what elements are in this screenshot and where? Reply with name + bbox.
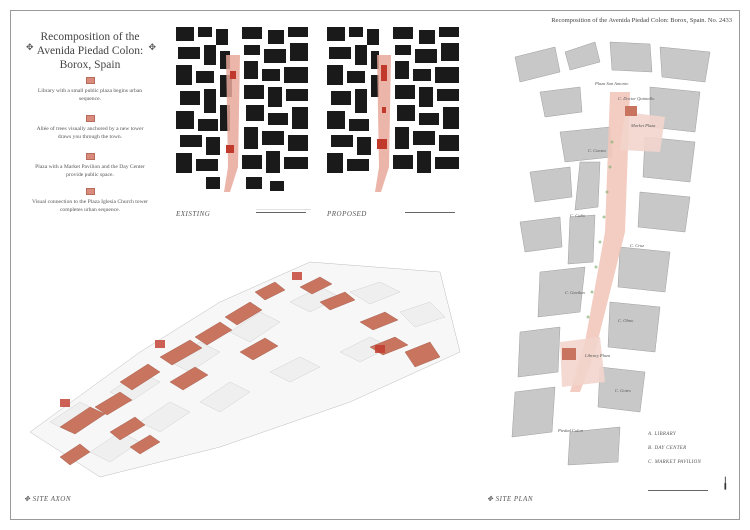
marker-icon bbox=[86, 77, 95, 84]
scale-bar bbox=[405, 212, 455, 213]
site-plan-drawing bbox=[500, 32, 730, 487]
existing-figure-ground bbox=[176, 27, 311, 210]
existing-caption: EXISTING bbox=[176, 210, 211, 218]
ornament-icon: ✥ bbox=[26, 42, 34, 52]
site-axon-drawing bbox=[20, 232, 465, 482]
title-text: Recomposition of the Avenida Piedad Colon: Borox, Spain bbox=[36, 31, 144, 71]
label-c-olmo: C. Olmo bbox=[618, 318, 634, 323]
note-3: Plaza with a Market Pavilion and the Day Center provide public space. bbox=[30, 153, 150, 179]
site-plan-legend bbox=[648, 432, 701, 474]
label-library-plaza: Library Plaza bbox=[585, 353, 611, 358]
site-plan-caption: ✥ SITE PLAN bbox=[487, 495, 533, 503]
proposed-caption: PROPOSED bbox=[327, 210, 367, 218]
label-c-cano: C. Caño bbox=[570, 213, 586, 218]
sheet-title bbox=[26, 30, 156, 72]
note-2: Allée of trees visually anchored by a new tower draws you through the town. bbox=[30, 115, 150, 141]
ornament-icon: ✥ bbox=[148, 42, 156, 52]
note-4: Visual connection to the Plaza Iglesia Church tower completes urban sequence. bbox=[30, 188, 150, 214]
label-c-gotes: C. Gotes bbox=[615, 388, 631, 393]
scale-bar bbox=[256, 212, 306, 213]
legend-item-market-pavilion: C. MARKET PAVILION bbox=[648, 460, 702, 465]
label-c-cuesta: C. Cuesta bbox=[588, 148, 606, 153]
label-c-cruz: C. Cruz bbox=[630, 243, 645, 248]
marker-icon bbox=[86, 188, 95, 195]
marker-icon bbox=[86, 115, 95, 122]
label-plaza-san-antonio: Plaza San Antonio bbox=[595, 81, 629, 86]
label-market-plaza: Market Plaza bbox=[631, 123, 656, 128]
legend-item-day-center: B. DAY CENTER bbox=[648, 446, 687, 451]
scale-bar bbox=[648, 490, 708, 491]
label-c-gavilan: C. Gavilan bbox=[565, 290, 585, 295]
label-c-doctor-quintallo: C. Doctor Quintallo bbox=[618, 96, 655, 101]
label-piedad-colon: Piedad Colon bbox=[558, 428, 583, 433]
proposed-figure-ground bbox=[327, 27, 462, 210]
site-axon-caption: ✥ SITE AXON bbox=[24, 495, 72, 503]
legend-item-library: A. LIBRARY bbox=[648, 432, 676, 437]
north-arrow-icon: ╽ bbox=[722, 478, 729, 490]
note-1: Library with a small public plaza begins urban sequence. bbox=[30, 77, 150, 103]
marker-icon bbox=[86, 153, 95, 160]
sheet-header: Recomposition of the Avenida Piedad Colon: Borox, Spain. No. 2433 bbox=[551, 17, 732, 24]
